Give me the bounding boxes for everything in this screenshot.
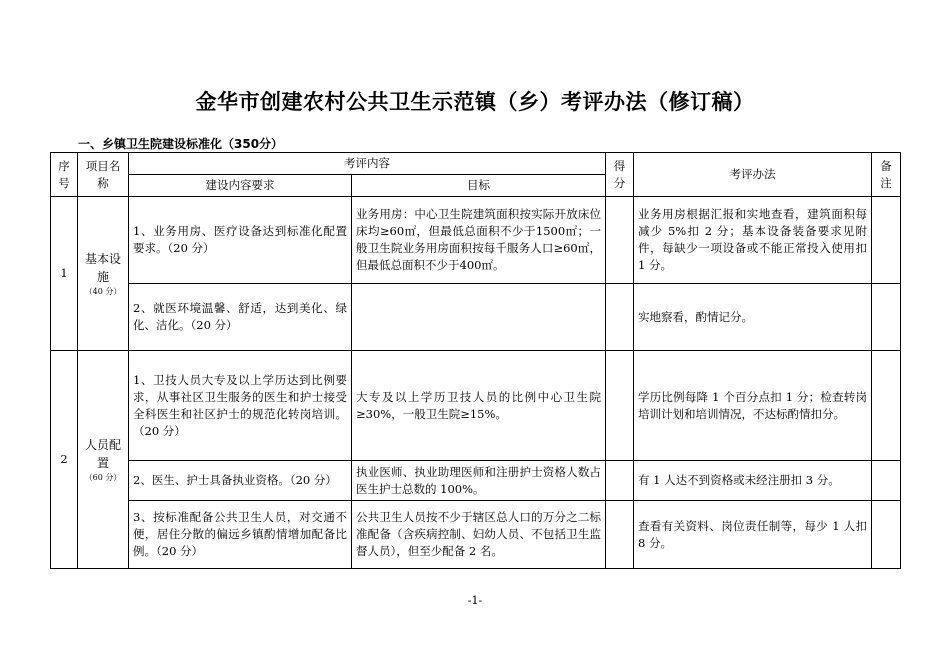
requirement-cell (129, 461, 352, 501)
target-text: 执业医师、执业助理医师和注册护士资格人数占医生护士总数的 100%。 (356, 464, 601, 496)
page-number: -1- (467, 594, 483, 607)
target-cell (352, 351, 606, 461)
header-score: 得分 (606, 153, 634, 197)
header-note: 备注 (872, 153, 901, 197)
requirement-text: 2、就医环境温馨、舒适，达到美化、绿化、洁化。（20 分） (133, 301, 347, 332)
note-cell (872, 351, 901, 461)
header-item-name: 项目名称 (78, 153, 129, 197)
group-seq: 2 (51, 351, 78, 569)
target-text: 大专及以上学历卫技人员的比例中心卫生院≥30%，一般卫生院≥15%。 (356, 389, 601, 421)
method-cell (634, 197, 872, 284)
score-cell (606, 284, 634, 351)
header-target: 目标 (352, 175, 606, 197)
method-cell (634, 501, 872, 569)
target-cell (352, 461, 606, 501)
target-cell (352, 284, 606, 351)
requirement-cell (129, 284, 352, 351)
score-cell (606, 197, 634, 284)
requirement-text: 3、按标准配备公共卫生人员，对交通不便，居住分散的偏远乡镇酌情增加配备比例。（20 分） (133, 510, 347, 558)
table-row (51, 461, 901, 501)
note-cell (872, 284, 901, 351)
document-title: 金华市创建农村公共卫生示范镇（乡）考评办法（修订稿） (195, 90, 755, 114)
note-cell (872, 197, 901, 284)
table-row (51, 501, 901, 569)
method-cell (634, 284, 872, 351)
target-text: 业务用房：中心卫生院建筑面积按实际开放床位床均≥60㎡，但最低总面积不少于1500㎡；一般卫生院业务用房面积按每千服务人口≥60㎡，但最低总面积不少于400㎡。 (356, 207, 601, 272)
group-item-score: （40 分） (84, 286, 122, 296)
requirement-text: 1、卫技人员大专及以上学历达到比例要求，从事社区卫生服务的医生和护士接受全科医生和社区护士的规范化转岗培训。（20 分） (133, 372, 347, 438)
header-method: 考评办法 (634, 153, 872, 197)
requirement-cell (129, 197, 352, 284)
score-cell (606, 351, 634, 461)
method-cell (634, 461, 872, 501)
method-text: 学历比例每降 1 个百分点扣 1 分；检查转岗培训计划和培训情况，不达标酌情扣分。 (638, 389, 867, 421)
header-requirement: 建设内容要求 (129, 175, 352, 197)
target-cell (352, 501, 606, 569)
target-cell (352, 197, 606, 284)
method-text: 查看有关资料、岗位责任制等，每少 1 人扣 8 分。 (638, 518, 867, 550)
note-cell (872, 501, 901, 569)
group-item-score: （60 分） (84, 472, 122, 482)
method-text: 有 1 人达不到资格或未经注册扣 3 分。 (638, 473, 840, 487)
score-cell (606, 501, 634, 569)
header-row-top (51, 153, 901, 175)
target-text: 公共卫生人员按不少于辖区总人口的万分之二标准配备（含疾病控制、妇幼人员、不包括卫生监督人员），但至少配备 2 名。 (356, 510, 601, 558)
method-text: 实地察看，酌情记分。 (638, 309, 753, 324)
requirement-text: 2、医生、护士具备执业资格。（20 分） (133, 473, 337, 487)
group-item-name: 人员配 置 (84, 437, 121, 470)
header-seq: 序号 (51, 153, 78, 197)
requirement-cell (129, 351, 352, 461)
method-cell (634, 351, 872, 461)
assessment-table (50, 152, 901, 569)
group-seq: 1 (51, 197, 78, 351)
group-item-cell (78, 197, 129, 351)
header-content-group: 考评内容 (129, 153, 606, 175)
table-row (51, 284, 901, 351)
table-row (51, 351, 901, 461)
group-item-cell (78, 351, 129, 569)
group-item-name: 基本设 施 (84, 251, 121, 284)
requirement-text: 1、业务用房、医疗设备达到标准化配置要求。（20 分） (133, 224, 347, 255)
section-heading: 一、乡镇卫生院建设标准化（350分） (78, 137, 284, 151)
note-cell (872, 461, 901, 501)
requirement-cell (129, 501, 352, 569)
method-text: 业务用房根据汇报和实地查看，建筑面积每减少 5%扣 2 分；基本设备装备要求见附件，每缺少一项设备或不能正常投入使用扣 1 分。 (638, 207, 867, 272)
table-row (51, 197, 901, 284)
score-cell (606, 461, 634, 501)
